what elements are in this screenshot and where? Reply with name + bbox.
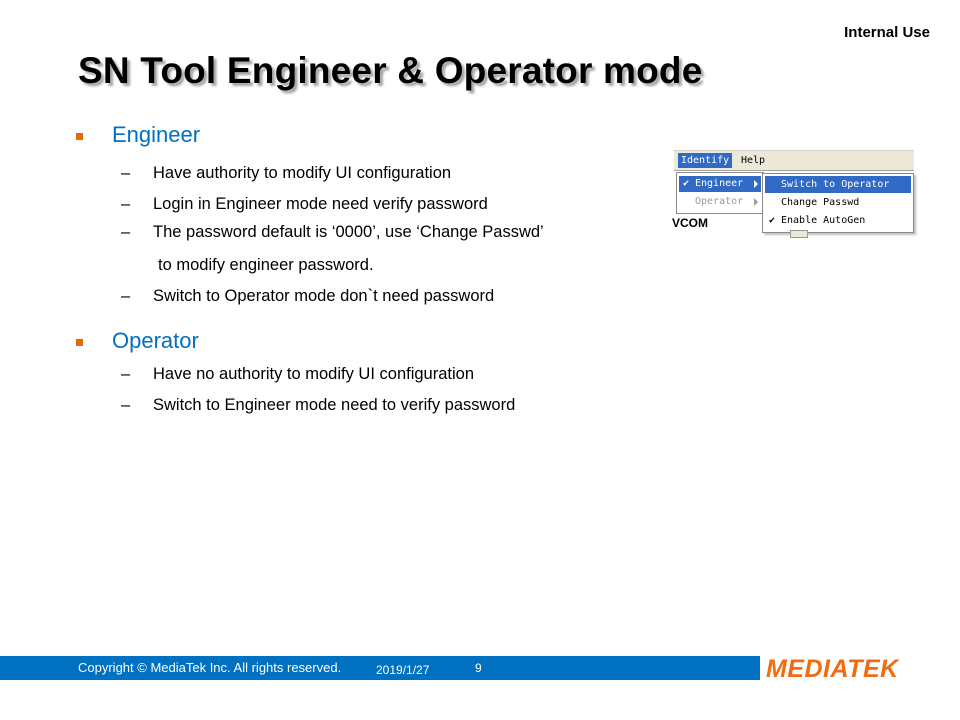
footer-date: 2019/1/27 bbox=[376, 663, 430, 677]
menu-identify[interactable]: Identify bbox=[678, 153, 732, 168]
menu-item-operator[interactable] bbox=[679, 194, 761, 210]
menu-item-engineer[interactable] bbox=[679, 176, 761, 192]
list-item bbox=[121, 365, 474, 384]
menu-screenshot bbox=[672, 148, 916, 238]
menu-item-switch-to-operator[interactable]: Switch to Operator bbox=[765, 176, 911, 193]
submenu-arrow-icon bbox=[754, 198, 758, 206]
dash-marker: – bbox=[121, 287, 131, 305]
menu-item-enable-autogen-label: Enable AutoGen bbox=[781, 215, 866, 226]
dash-marker: – bbox=[121, 396, 131, 414]
dash-marker: – bbox=[121, 195, 131, 213]
list-item-text: Switch to Operator mode don`t need password bbox=[153, 287, 495, 305]
list-item bbox=[121, 287, 494, 306]
menu-item-engineer-label: Engineer bbox=[695, 178, 744, 189]
list-item-text: Have no authority to modify UI configuration bbox=[153, 365, 475, 383]
engineer-submenu bbox=[762, 173, 914, 233]
square-bullet-icon bbox=[76, 133, 83, 140]
svg-text:MEDIATEK: MEDIATEK bbox=[766, 655, 899, 681]
dash-marker: – bbox=[121, 223, 131, 241]
section-operator-label: Operator bbox=[112, 328, 199, 353]
list-item-text: Have authority to modify UI configuration bbox=[153, 164, 452, 182]
list-item bbox=[121, 396, 515, 415]
list-item bbox=[121, 164, 451, 183]
identify-dropdown bbox=[676, 172, 764, 214]
list-item bbox=[121, 223, 544, 242]
list-item-text: Login in Engineer mode need verify password bbox=[153, 195, 488, 213]
menu-item-enable-autogen[interactable] bbox=[765, 212, 911, 229]
checkmark-icon: ✔ bbox=[683, 178, 690, 189]
menu-help[interactable]: Help bbox=[741, 155, 766, 166]
footer-copyright: Copyright © MediaTek Inc. All rights reserved. bbox=[78, 660, 342, 675]
list-item-text: Switch to Engineer mode need to verify password bbox=[153, 396, 516, 414]
square-bullet-icon bbox=[76, 339, 83, 346]
section-engineer-label: Engineer bbox=[112, 122, 201, 147]
mediatek-logo bbox=[762, 655, 942, 681]
menu-item-operator-label: Operator bbox=[695, 196, 744, 207]
list-item bbox=[121, 195, 488, 214]
dash-marker: – bbox=[121, 365, 131, 383]
slide-title: SN Tool Engineer & Operator mode bbox=[78, 50, 703, 91]
menubar bbox=[674, 150, 914, 171]
dash-marker: – bbox=[121, 164, 131, 182]
submenu-arrow-icon bbox=[754, 180, 758, 188]
background-vcom-label: VCOM bbox=[672, 216, 708, 230]
background-control bbox=[790, 230, 808, 238]
checkmark-icon: ✔ bbox=[769, 215, 776, 226]
page-number: 9 bbox=[475, 661, 482, 675]
list-item-text: The password default is ‘0000’, use ‘Change Passwd’ bbox=[153, 223, 544, 241]
classification-label: Internal Use bbox=[844, 24, 930, 41]
list-item-continuation: to modify engineer password. bbox=[158, 256, 374, 274]
menu-item-change-passwd[interactable]: Change Passwd bbox=[781, 197, 860, 208]
